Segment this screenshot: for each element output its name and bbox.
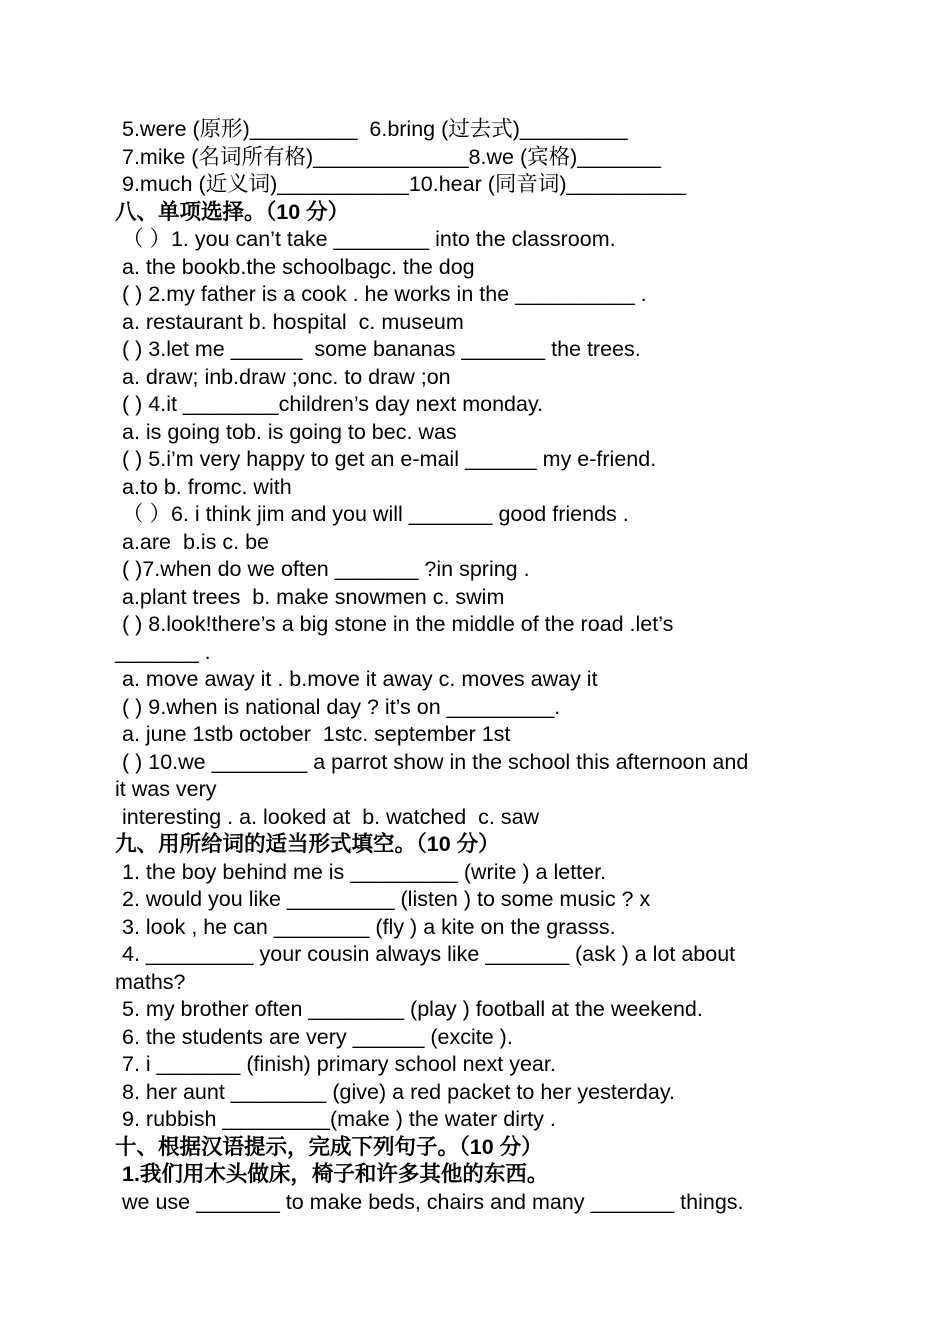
vocab-line-5-6: 5.were (原形)_________ 6.bring (过去式)_________ [122, 117, 628, 141]
question-6-options: a.are b.is c. be [122, 530, 269, 554]
question-5-options: a.to b. fromc. with [122, 475, 292, 499]
fill-in-9: 9. rubbish _________(make ) the water dirty . [122, 1107, 556, 1131]
question-3: ( ) 3.let me ______ some bananas _______ the trees. [122, 337, 641, 361]
section-heading-fill-in: 九、用所给词的适当形式填空。（10 分） [115, 832, 500, 856]
question-10: ( ) 10.we ________ a parrot show in the school this afternoon and [122, 750, 749, 774]
question-3-options: a. draw; inb.draw ;onc. to draw ;on [122, 365, 451, 389]
fill-in-1: 1. the boy behind me is _________ (write ) a letter. [122, 860, 607, 884]
question-5: ( ) 5.i’m very happy to get an e-mail ______ my e-friend. [122, 447, 657, 471]
question-6: （ ）6. i think jim and you will _______ good friends . [122, 502, 629, 526]
question-2: ( ) 2.my father is a cook . he works in the __________ . [122, 282, 647, 306]
question-8-options: a. move away it . b.move it away c. moves away it [122, 667, 598, 691]
question-1-options: a. the bookb.the schoolbagc. the dog [122, 255, 475, 279]
fill-in-2: 2. would you like _________ (listen ) to some music ? x [122, 887, 651, 911]
question-4-options: a. is going tob. is going to bec. was [122, 420, 457, 444]
vocab-line-7-8: 7.mike (名词所有格)_____________8.we (宾格)_______ [122, 145, 661, 169]
fill-in-8: 8. her aunt ________ (give) a red packet to her yesterday. [122, 1080, 675, 1104]
fill-in-3: 3. look , he can ________ (fly ) a kite on the grasss. [122, 915, 616, 939]
question-8-continued: _______ . [115, 640, 211, 664]
fill-in-7: 7. i _______ (finish) primary school next year. [122, 1052, 556, 1076]
fill-in-4: 4. _________ your cousin always like _______ (ask ) a lot about [122, 942, 736, 966]
translation-1-chinese: 1.我们用木头做床，椅子和许多其他的东西。 [122, 1162, 549, 1186]
translation-1-english: we use _______ to make beds, chairs and many _______ things. [122, 1190, 744, 1214]
question-7: ( )7.when do we often _______ ?in spring . [122, 557, 530, 581]
question-9: ( ) 9.when is national day ? it’s on _________. [122, 695, 561, 719]
section-heading-translation: 十、根据汉语提示，完成下列句子。（10 分） [115, 1135, 543, 1159]
question-10-continued: it was very [115, 777, 217, 801]
vocab-line-9-10: 9.much (近义词)___________10.hear (同音词)__________ [122, 172, 687, 196]
question-10-options: interesting . a. looked at b. watched c. saw [122, 805, 540, 829]
question-2-options: a. restaurant b. hospital c. museum [122, 310, 464, 334]
question-7-options: a.plant trees b. make snowmen c. swim [122, 585, 505, 609]
fill-in-5: 5. my brother often ________ (play ) football at the weekend. [122, 997, 703, 1021]
question-4: ( ) 4.it ________children’s day next monday. [122, 392, 544, 416]
question-1: （ ）1. you can’t take ________ into the classroom. [122, 227, 616, 251]
question-9-options: a. june 1stb october 1stc. september 1st [122, 722, 511, 746]
fill-in-4-continued: maths? [115, 970, 186, 994]
section-heading-multiple-choice: 八、单项选择。（10 分） [115, 200, 350, 224]
fill-in-6: 6. the students are very ______ (excite ). [122, 1025, 513, 1049]
question-8: ( ) 8.look!there’s a big stone in the middle of the road .let’s [122, 612, 674, 636]
